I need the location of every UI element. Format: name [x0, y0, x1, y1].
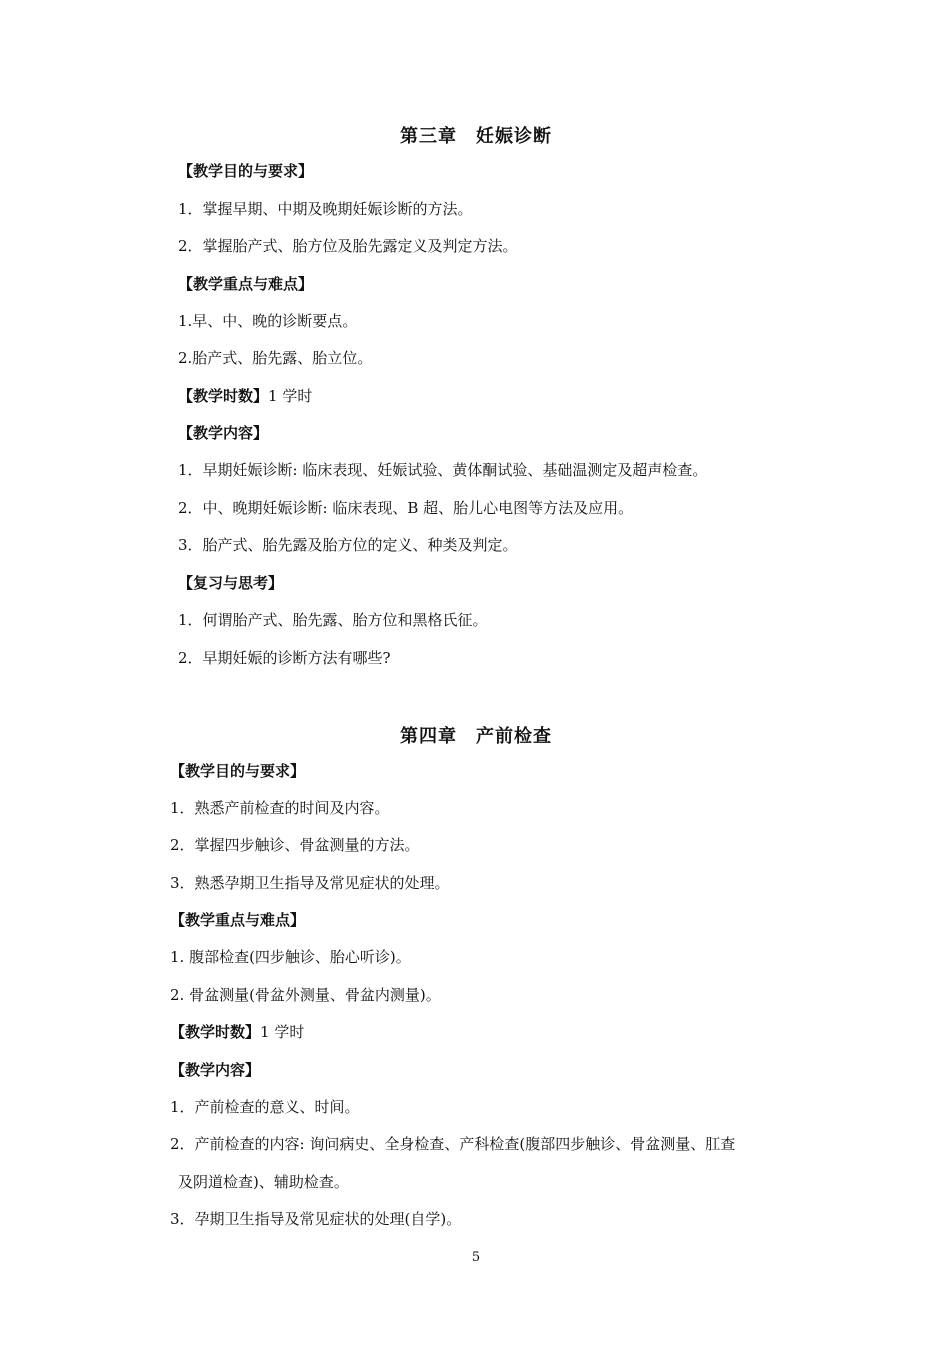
- chapter4-content-item: 3．孕期卫生指导及常见症状的处理(自学)。: [170, 1210, 462, 1228]
- chapter3-review-item: 2．早期妊娠的诊断方法有哪些?: [178, 649, 391, 667]
- chapter3-objective-item: 2．掌握胎产式、胎方位及胎先露定义及判定方法。: [178, 237, 518, 255]
- chapter4-content-item: 2．产前检查的内容: 询问病史、全身检查、产科检查(腹部四步触诊、骨盆测量、肛查: [170, 1135, 736, 1153]
- page-number: 5: [471, 1250, 481, 1265]
- chapter4-hours: [170, 1022, 304, 1042]
- chapter3-objective-item: 1．掌握早期、中期及晚期妊娠诊断的方法。: [178, 200, 473, 218]
- chapter4-keypoint-item: 2. 骨盆测量(骨盆外测量、骨盆内测量)。: [170, 986, 441, 1004]
- chapter4-hours-heading: 【教学时数】: [170, 1023, 261, 1041]
- chapter4-objective-item: 3．熟悉孕期卫生指导及常见症状的处理。: [170, 874, 450, 892]
- chapter4-content-heading: 【教学内容】: [170, 1061, 261, 1079]
- chapter3-keypoints-heading: 【教学重点与难点】: [178, 275, 314, 293]
- chapter3-hours-value: 1 学时: [268, 387, 313, 405]
- chapter3-title: 第三章 妊娠诊断: [400, 126, 552, 147]
- chapter4-content-item: 1．产前检查的意义、时间。: [170, 1098, 360, 1116]
- chapter3-review-item: 1．何谓胎产式、胎先露、胎方位和黑格氏征。: [178, 611, 488, 629]
- chapter3-content-item: 3．胎产式、胎先露及胎方位的定义、种类及判定。: [178, 536, 518, 554]
- chapter3-content-heading: 【教学内容】: [178, 424, 269, 442]
- chapter4-objective-item: 2．掌握四步触诊、骨盆测量的方法。: [170, 836, 420, 854]
- chapter3-content-item: 2．中、晚期妊娠诊断: 临床表现、B 超、胎儿心电图等方法及应用。: [178, 499, 634, 517]
- chapter3-review-heading: 【复习与思考】: [178, 574, 284, 592]
- chapter4-hours-value: 1 学时: [260, 1023, 305, 1041]
- chapter4-objective-item: 1．熟悉产前检查的时间及内容。: [170, 799, 390, 817]
- chapter3-hours: [178, 386, 312, 406]
- chapter4-content-item-continued: 及阴道检查)、辅助检查。: [178, 1173, 349, 1191]
- chapter4-title: 第四章 产前检查: [400, 726, 552, 747]
- chapter3-hours-heading: 【教学时数】: [178, 387, 269, 405]
- chapter3-objectives-heading: 【教学目的与要求】: [178, 162, 314, 180]
- chapter3-content-item: 1．早期妊娠诊断: 临床表现、妊娠试验、黄体酮试验、基础温测定及超声检查。: [178, 461, 708, 479]
- chapter4-keypoint-item: 1. 腹部检查(四步触诊、胎心听诊)。: [170, 948, 411, 966]
- chapter3-keypoint-item: 1.早、中、晚的诊断要点。: [178, 312, 358, 330]
- chapter4-objectives-heading: 【教学目的与要求】: [170, 762, 306, 780]
- chapter4-keypoints-heading: 【教学重点与难点】: [170, 911, 306, 929]
- chapter3-keypoint-item: 2.胎产式、胎先露、胎立位。: [178, 349, 373, 367]
